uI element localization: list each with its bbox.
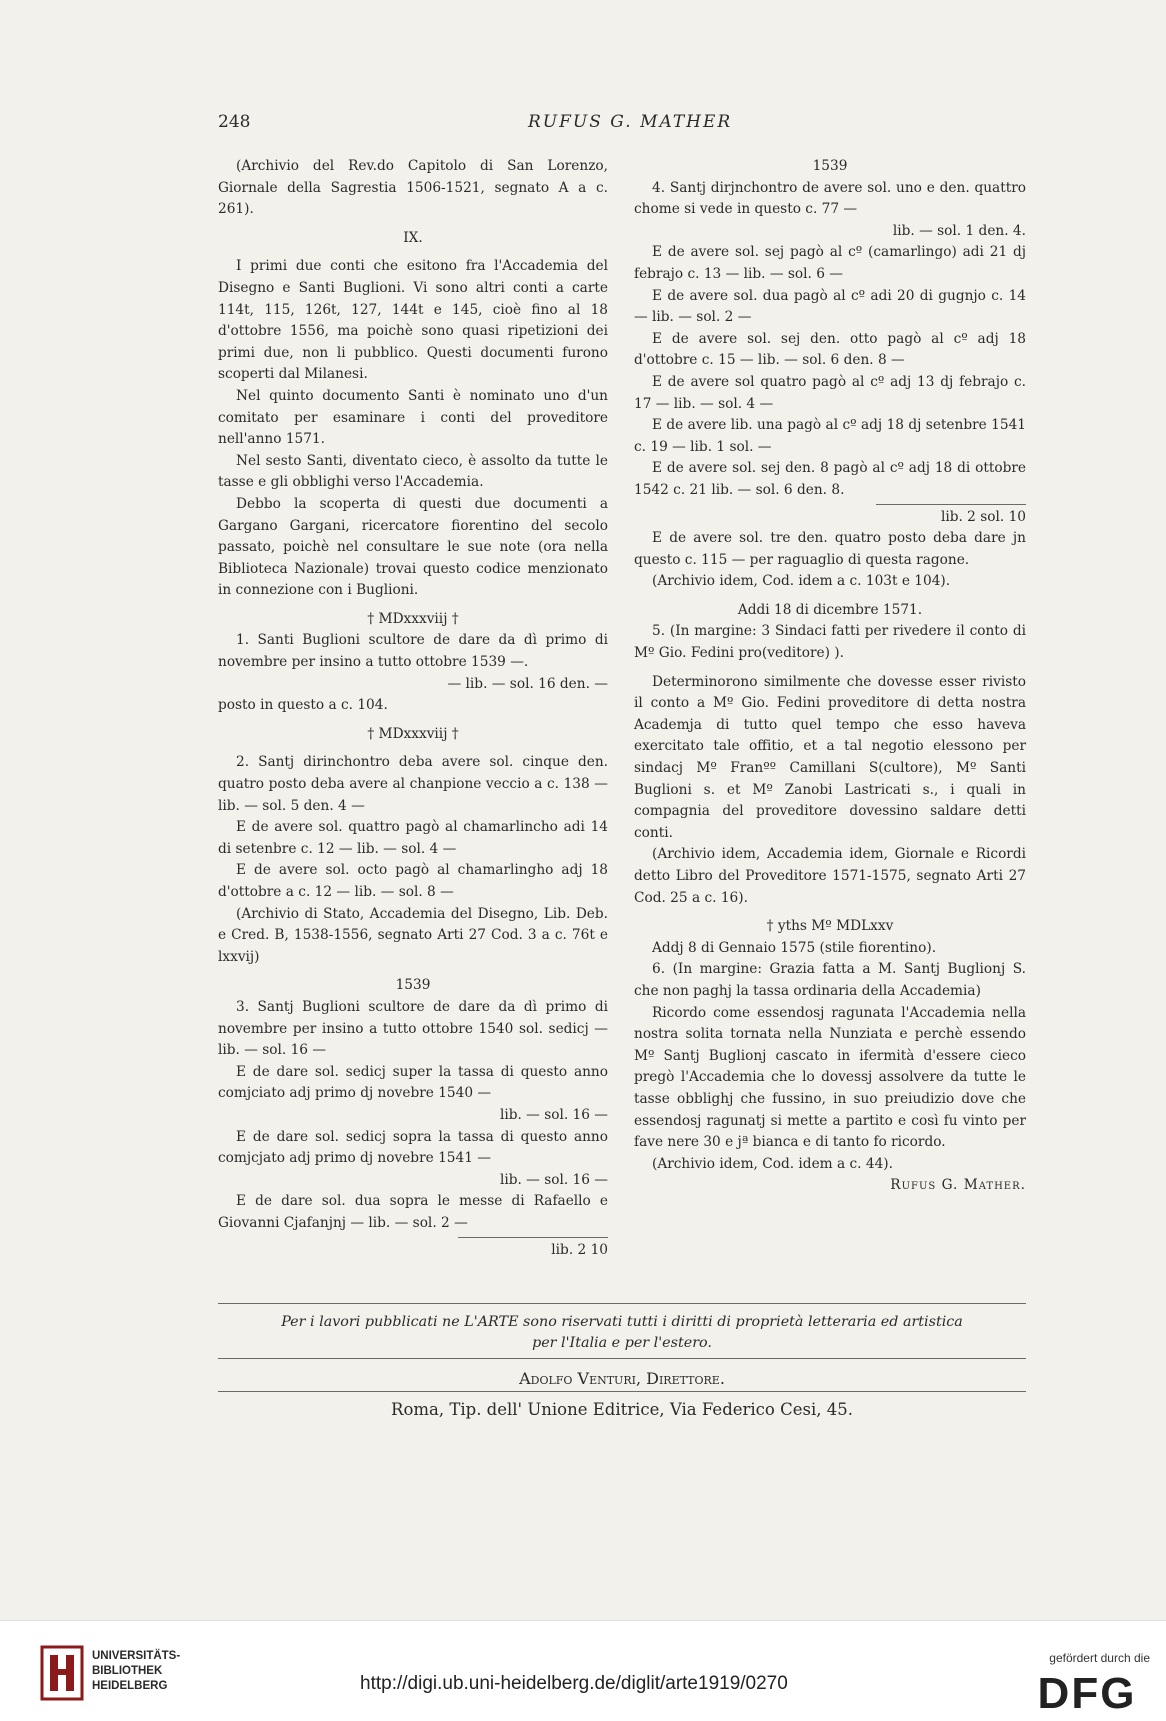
ledger-entry: 1. Santi Buglioni scultore de dare da dì primo di novembre per insino a tutto ottobre 1539 —. [218, 632, 608, 671]
ledger-entry: E de dare sol. sedicj sopra la tassa di questo anno comjcjato adj primo dj novebre 1541 — [218, 1128, 608, 1167]
ledger-entry: E de avere lib. una pagò al cº adj 18 dj setenbre 1541 c. 19 — lib. 1 sol. — [634, 417, 1026, 455]
running-title: RUFUS G. MATHER [528, 112, 733, 132]
date-line: Addj 8 di Gennaio 1575 (stile fiorentino). [652, 939, 937, 956]
ledger-entry: E de avere sol. sej den. 8 pagò al cº adj 18 di ottobre 1542 c. 21 lib. — sol. 6 den. 8. [634, 460, 1026, 498]
library-name-line: UNIVERSITÄTS- [92, 1650, 181, 1662]
paragraph: Ricordo come essendosj ragunata l'Accademia nella nostra solita tornata nella Nunziata e perchè essendo Mº Santj Buglionj cascato in ifermità d'essere cieco pregò l'Accademia che lo dovessj assolvere da tutte le tasse obblighj che fussino, in suo preiudizio dove che essendosj ragunatj si mette a partito e così fu vinto per fave nere 30 e jª bianca e di tanto fo ricordo. [634, 1004, 1026, 1151]
ledger-entry: 4. Santj dirjnchontro de avere sol. uno e den. quattro chome si vede in questo c. 77 — [634, 179, 1026, 218]
right-column [634, 156, 1026, 1197]
ledger-entry: 3. Santj Buglioni scultore de dare da dì primo di novembre per insino a tutto ottobre 1540 sol. sedicj — lib. — sol. 16 — [218, 998, 608, 1059]
ledger-entry: E de avere sol. sej pagò al cº (camarlingo) adi 21 dj febrajo c. 13 — lib. — sol. 6 — [634, 244, 1026, 282]
dfg-logo-icon [1028, 1669, 1146, 1719]
section-heading: IX. [403, 229, 423, 246]
funding-note: gefördert durch die [1049, 1651, 1150, 1665]
ledger-entry: E de avere sol. quattro pagò al chamarlincho adi 14 di setenbre c. 12 — lib. — sol. 4 — [218, 819, 608, 857]
director-line: Adolfo Venturi, Direttore. [519, 1369, 725, 1388]
rights-line: per l'Italia e per l'estero. [532, 1335, 712, 1351]
citation: (Archivio idem, Cod. idem a c. 103t e 104). [652, 573, 951, 590]
sum-rule [458, 1237, 608, 1238]
author-signature: Rufus G. Mather. [890, 1177, 1026, 1194]
library-name-line: BIBLIOTHEK [92, 1665, 163, 1677]
document-heading: † yths Mº MDLxxv [766, 918, 894, 935]
year-heading: 1539 [812, 158, 848, 174]
paragraph: Debbo la scoperta di questi due documenti a Gargano Gargani, ricercatore fiorentino del secolo passato, poichè nel consultare le sue note (ora nella Biblioteca Nazionale) trovai questo codice menzionato in connezione con i Buglioni. [218, 495, 608, 599]
citation: (Archivio idem, Cod. idem a c. 44). [652, 1155, 893, 1172]
ledger-amount: lib. — sol. 16 — [499, 1106, 608, 1123]
paragraph: 6. (In margine: Grazia fatta a M. Santj Buglionj S. che non paghj la tassa ordinaria della Accademia) [634, 961, 1026, 999]
library-name-line: HEIDELBERG [92, 1680, 168, 1692]
paragraph: Nel sesto Santi, diventato cieco, è assolto da tutte le tasse e gli obblighi verso l'Accademia. [218, 452, 608, 491]
ledger-total: lib. 2 10 [551, 1241, 608, 1258]
ledger-entry: E de avere sol quatro pagò al cº adj 13 dj febrajo c. 17 — lib. — sol. 4 — [634, 373, 1026, 412]
document-heading: † MDxxxviij † [367, 610, 459, 627]
left-column [218, 156, 608, 1261]
ledger-amount: — lib. — sol. 16 den. — [447, 675, 608, 692]
ledger-amount: lib. — sol. 1 den. 4. [892, 222, 1026, 239]
paragraph: I primi due conti che esitono fra l'Accademia del Disegno e Santi Buglioni. Vi sono altri conti a carte 114t, 115, 126t, 127, 144t e 145, cioè fino al 18 d'ottobre 1556, ma poichè sono quasi ripetizioni dei primi due, non li pubblico. Questi documenti furono scoperti dal Milanesi. [218, 258, 608, 383]
ledger-total: lib. 2 sol. 10 [940, 508, 1026, 525]
sum-rule [876, 504, 1026, 505]
citation: (Archivio di Stato, Accademia del Disegno, Lib. Deb. e Cred. B, 1538-1556, segnato Arti 27 Cod. 3 a c. 76t e lxxvij) [218, 905, 608, 965]
date-heading: Addi 18 di dicembre 1571. [737, 601, 923, 618]
ledger-entry: 2. Santj dirinchontro deba avere sol. cinque den. quatro posto deba avere al chanpione veccio a c. 138 — lib. — sol. 5 den. 4 — [218, 754, 608, 814]
citation: (Archivio idem, Accademia idem, Giornale e Ricordi detto Libro del Proveditore 1571-1575, segnato Arti 27 Cod. 25 a c. 16). [634, 846, 1026, 906]
page-number: 248 [218, 112, 251, 132]
ledger-entry: E de avere sol. dua pagò al cº adi 20 di gugnjo c. 14 — lib. — sol. 2 — [634, 287, 1026, 326]
dfg-logo-text: DFG [1037, 1669, 1137, 1718]
viewer-footer-bar [0, 1620, 1166, 1721]
university-library-logo-icon [40, 1645, 84, 1701]
imprint [218, 1358, 1026, 1422]
library-name [92, 1649, 180, 1694]
ledger-entry: E de avere sol. sej den. otto pagò al cº adj 18 d'ottobre c. 15 — lib. — sol. 6 den. 8 — [634, 330, 1026, 369]
ledger-entry: E de dare sol. dua sopra le messe di Rafaello e Giovanni Cjafanjnj — lib. — sol. 2 — [218, 1193, 608, 1231]
ledger-amount: lib. — sol. 16 — [499, 1171, 608, 1188]
ledger-entry: E de avere sol. tre den. quatro posto deba dare jn questo c. 115 — per raguaglio di questa ragone. [634, 530, 1026, 568]
ledger-entry: E de dare sol. sedicj super la tassa di questo anno comjciato adj primo dj novebre 1540 — [218, 1063, 608, 1102]
paragraph: (Archivio del Rev.do Capitolo di San Lorenzo, Giornale della Sagrestia 1506-1521, segnato A a c. 261). [218, 158, 608, 218]
permalink[interactable]: http://digi.ub.uni-heidelberg.de/diglit/arte1919/0270 [360, 1673, 788, 1694]
paragraph: Determinorono similmente che dovesse esser rivisto il conto a Mº Gio. Fedini proveditore di detta nostra Academja di tutto quel tempo che esso haveva exercitato tale offitio, et a tal negotio elessono per sindacj Mº Franºº Camillani S(cultore), Mº Santi Buglioni s. et Mº Zanobi Lastricati s., i quali in compagnia del proveditore dovessino saldare detti conti. [634, 673, 1026, 841]
paragraph: Nel quinto documento Santi è nominato uno d'un comitato per esaminare i conti del proveditore nell'anno 1571. [218, 387, 608, 448]
year-heading: 1539 [395, 977, 431, 994]
rights-line: Per i lavori pubblicati ne L'ARTE sono riservati tutti i diritti di proprietà letteraria ed artistica [281, 1314, 963, 1330]
document-heading: † MDxxxviij † [367, 725, 459, 742]
rights-notice [218, 1303, 1026, 1354]
ledger-entry: posto in questo a c. 104. [218, 697, 388, 714]
paragraph: 5. (In margine: 3 Sindaci fatti per rivedere il conto di Mº Gio. Fedini pro(veditore) ). [634, 623, 1026, 662]
ledger-entry: E de avere sol. octo pagò al chamarlingho adj 18 d'ottobre a c. 12 — lib. — sol. 8 — [218, 862, 608, 900]
printer-line: Roma, Tip. dell' Unione Editrice, Via Federico Cesi, 45. [218, 1391, 1026, 1422]
running-head [218, 112, 1018, 142]
